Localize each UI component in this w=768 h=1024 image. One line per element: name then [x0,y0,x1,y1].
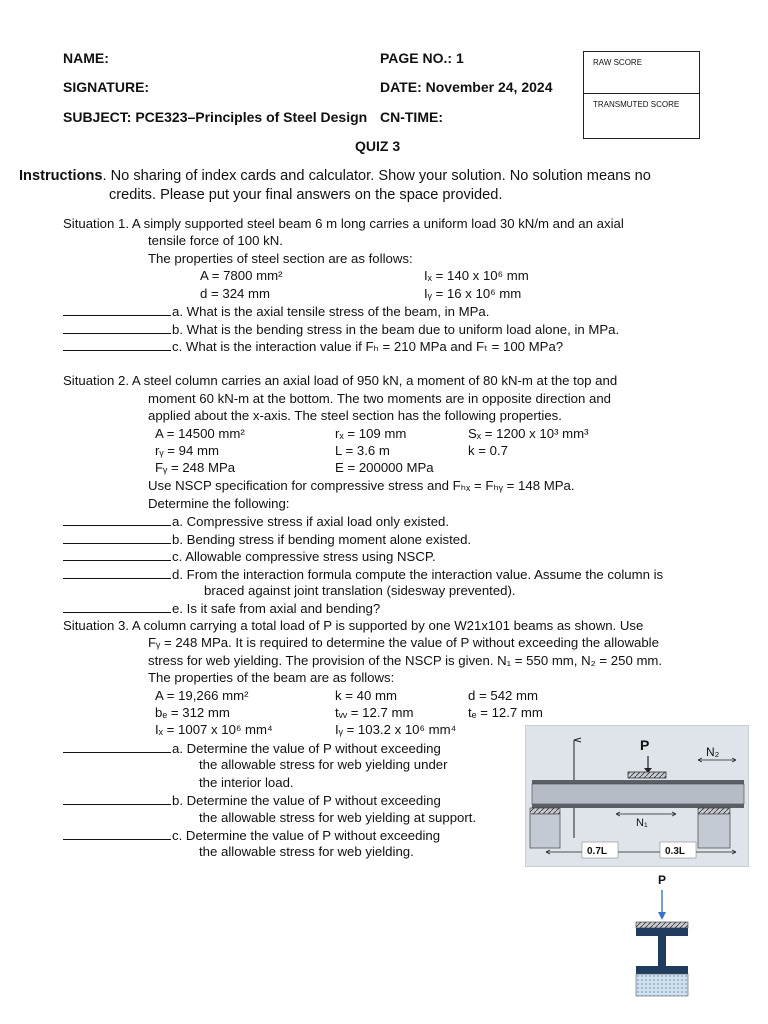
s3-prop-k: k = 40 mm [335,688,397,703]
answer-blank[interactable] [63,338,171,351]
s3-question-a: a. Determine the value of P without exceeding [63,740,441,756]
s2-prop-length: L = 3.6 m [335,443,390,458]
answer-blank[interactable] [63,531,171,544]
s3-question-b: b. Determine the value of P without exceeding [63,792,441,808]
answer-blank[interactable] [63,303,171,316]
left-support [530,814,560,848]
s3-prop-iy: Iᵧ = 103.2 x 10⁶ mm⁴ [335,722,457,737]
s1-question-b: b. What is the bending stress in the beam due to uniform load alone, in MPa. [63,321,619,337]
instructions-line-2: credits. Please put your final answers on the space provided. [109,187,503,203]
bearing-plate [628,772,666,778]
s3-prop-ix: Iₓ = 1007 x 10⁶ mm⁴ [155,722,273,737]
beam-web [532,784,744,804]
answer-blank[interactable] [63,513,171,526]
answer-blank[interactable] [63,321,171,334]
situation-3-text-2: Fᵧ = 248 MPa. It is required to determine the value of P without exceeding the allowable [148,635,659,650]
page-number-label: PAGE NO.: 1 [380,50,464,66]
right-support [698,814,730,848]
s1-question-c: c. What is the interaction value if Fₕ = 210 MPa and Fₜ = 100 MPa? [63,338,563,355]
situation-3-text: Situation 3. A column carrying a total load of P is supported by one W21x101 beams as shown. Use [63,618,644,633]
section-load-label: P [658,873,667,887]
subject-label: SUBJECT: PCE323–Principles of Steel Design [63,109,368,125]
section-plate [636,922,688,928]
answer-blank[interactable] [63,548,171,561]
answer-blank[interactable] [63,600,171,613]
s2-question-b: b. Bending stress if bending moment alone existed. [63,531,471,547]
beam-diagram [526,726,748,866]
beam-figure [525,725,749,867]
situation-3-text-4: The properties of the beam are as follows: [148,670,395,685]
s2-question-d: d. From the interaction formula compute the interaction value. Assume the column is [63,566,663,582]
quiz-title: QUIZ 3 [355,138,401,154]
answer-blank[interactable] [63,792,171,805]
transmuted-score-cell: TRANSMUTED SCORE [593,100,680,109]
dim-left-label: 0.7L [587,846,608,857]
s2-prop-k: k = 0.7 [468,443,508,458]
bottom-flange [532,804,744,808]
answer-blank[interactable] [63,566,171,579]
n2-label: N₂ [706,745,720,759]
s3-prop-tf: tₑ = 12.7 mm [468,705,543,720]
s3-question-c: c. Determine the value of P without exceeding [63,827,440,843]
situation-1-text-2: tensile force of 100 kN. [148,233,283,248]
name-label: NAME: [63,50,109,66]
date-label: DATE: November 24, 2024 [380,79,553,95]
s2-question-e: e. Is it safe from axial and bending? [63,600,380,616]
s3-prop-depth: d = 542 mm [468,688,539,703]
s3-question-c-2: the allowable stress for web yielding. [199,844,414,859]
section-diagram [628,870,690,1000]
s3-prop-bf: bₑ = 312 mm [155,705,230,720]
s3-question-a-2: the allowable stress for web yielding under [199,757,448,772]
situation-3-text-3: stress for web yielding. The provision of the NSCP is given. N₁ = 550 mm, N₂ = 250 mm. [148,653,663,668]
instructions-line-1: Instructions. No sharing of index cards and calculator. Show your solution. No solution means no [19,168,651,184]
situation-2-text-4: Use NSCP specification for compressive stress and Fₕₓ = Fₕᵧ = 148 MPa. [148,478,575,493]
s2-prop-fy: Fᵧ = 248 MPa [155,460,236,475]
section-bottom-flange [636,966,688,974]
situation-1-text-3: The properties of steel section are as follows: [148,251,413,266]
s2-prop-e: E = 200000 MPa [335,460,434,475]
section-figure [628,870,690,1000]
load-p-label: P [640,737,650,753]
answer-blank[interactable] [63,827,171,840]
s3-prop-area: A = 19,266 mm² [155,688,249,703]
s1-prop-depth: d = 324 mm [200,286,271,301]
raw-score-cell: RAW SCORE [584,52,699,94]
s3-question-b-2: the allowable stress for web yielding at support. [199,810,477,825]
section-support [636,974,688,996]
n1-label: N₁ [636,817,648,829]
situation-1-text: Situation 1. A simply supported steel beam 6 m long carries a uniform load 30 kN/m and an axial [63,216,624,231]
signature-label: SIGNATURE: [63,79,150,95]
s2-prop-area: A = 14500 mm² [155,426,245,441]
s1-question-a: a. What is the axial tensile stress of the beam, in MPa. [63,303,489,319]
s1-prop-ix: Iₓ = 140 x 10⁶ mm [424,268,529,283]
s1-prop-area: A = 7800 mm² [200,268,283,283]
s2-question-a: a. Compressive stress if axial load only existed. [63,513,449,529]
s2-prop-ry: rᵧ = 94 mm [155,443,219,458]
cn-time-label: CN-TIME: [380,109,443,125]
situation-2-text: Situation 2. A steel column carries an axial load of 950 kN, a moment of 80 kN-m at the top and [63,373,618,388]
situation-2-text-3: applied about the x-axis. The steel section has the following properties. [148,408,562,423]
s2-question-d-2: braced against joint translation (sidesway prevented). [204,583,516,598]
s1-prop-iy: Iᵧ = 16 x 10⁶ mm [424,286,522,301]
s2-question-c: c. Allowable compressive stress using NSCP. [63,548,436,564]
situation-2-text-2: moment 60 kN-m at the bottom. The two moments are in opposite direction and [148,391,612,406]
instructions-label: Instructions [19,168,103,184]
s2-prop-sx: Sₓ = 1200 x 10³ mm³ [468,426,589,441]
section-web [658,936,666,966]
s3-question-a-3: the interior load. [199,775,294,790]
situation-2-text-5: Determine the following: [148,496,290,511]
s3-prop-tw: tᵥᵥ = 12.7 mm [335,705,414,720]
score-box [583,51,700,139]
top-flange [532,780,744,784]
section-top-flange [636,928,688,936]
s2-prop-rx: rₓ = 109 mm [335,426,407,441]
dim-right-label: 0.3L [665,846,686,857]
answer-blank[interactable] [63,740,171,753]
